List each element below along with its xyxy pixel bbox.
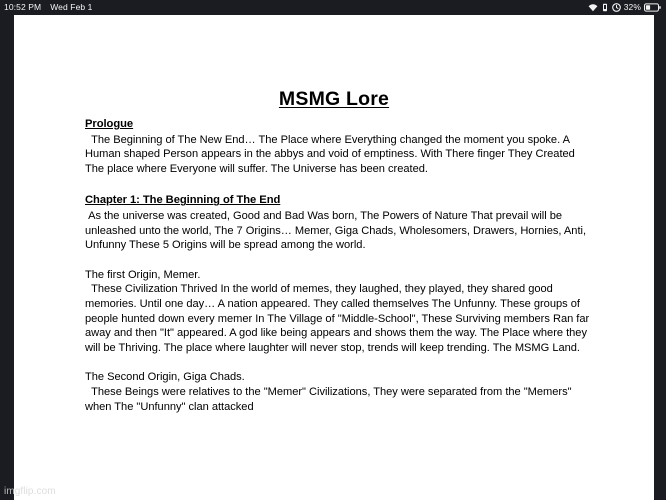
wifi-icon [588, 3, 598, 12]
spacer [85, 253, 591, 268]
document-body [85, 117, 591, 414]
section-heading-prologue: Prologue [85, 118, 134, 130]
status-bar-clock: 10:52 PM [4, 2, 42, 12]
status-bar [0, 0, 666, 14]
spacer [85, 355, 591, 370]
document-content [14, 15, 654, 500]
document-title: MSMG Lore [278, 88, 390, 110]
paragraph-first-origin [85, 268, 591, 356]
section-chapter-1 [85, 193, 591, 252]
imgflip-watermark: imgflip.com [4, 486, 56, 497]
section-heading-chapter-1: Chapter 1: The Beginning of The End [85, 194, 281, 207]
paragraph-lead-first-origin: The first Origin, Memer. [85, 268, 201, 281]
paragraph-body-second-origin: These Beings were relatives to the "Memer" Civilizations, They were separated from the "Memers" when The "Unfunny" clan attacked [85, 385, 575, 413]
spacer [85, 176, 591, 193]
document-page [14, 15, 654, 500]
paragraph-lead-second-origin: The Second Origin, Giga Chads. [85, 371, 245, 384]
battery-icon [644, 3, 661, 12]
vibrate-icon [601, 3, 609, 12]
section-prologue [85, 117, 591, 176]
battery-percent-label: 32% [623, 2, 641, 12]
alarm-icon [612, 3, 621, 12]
paragraph-second-origin [85, 370, 591, 414]
status-bar-left [4, 0, 93, 14]
status-bar-date: Wed Feb 1 [50, 2, 93, 12]
status-bar-right [588, 0, 661, 14]
paragraph-body-first-origin: These Civilization Thrived In the world of memes, they laughed, they played, they shared good memories. Until one day… A nation appeared. They called themselves The Unfunny. These groups of people hunted down every memer In The Village of "Middle-School", These Surviving members Ran far away and then "It" appeared. A god like being appears and shows them the way. The Place where they will be Thriving. The place where laughter will never stop, trends will keep trending. The MSMG Land. [85, 283, 593, 354]
section-body-chapter-1: As the universe was created, Good and Bad Was born, The Powers of Nature That prevail will be unleashed unto the world, The 7 Origins… Memer, Giga Chads, Wholesomers, Drawers, Hornies, Anti, Unfunny These 5 Origins will be spread among the world. [85, 209, 590, 252]
section-body-prologue: The Beginning of The New End… The Place where Everything changed the moment you spoke. A Human shaped Person appears in the abbys and void of emptiness. With There finger They Created The place where Everyone will suffer. The Universe has been created. [85, 133, 578, 175]
